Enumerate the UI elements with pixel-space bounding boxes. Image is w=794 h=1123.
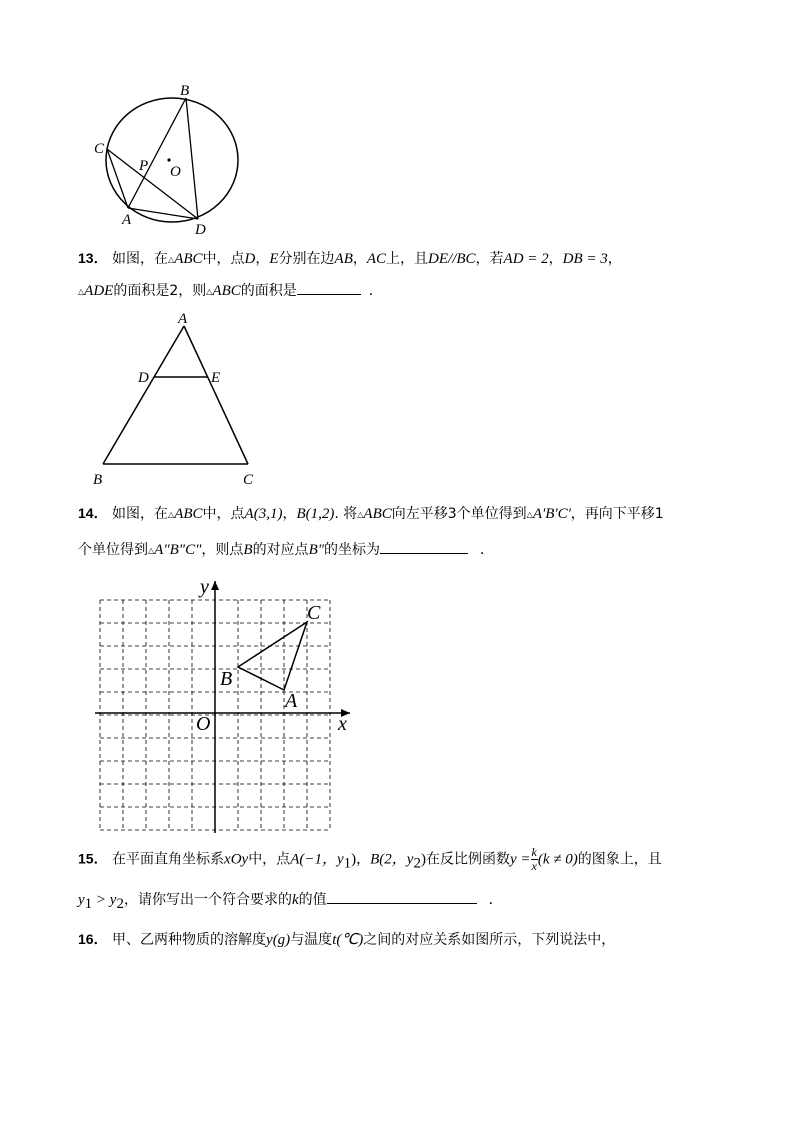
- q16-text: 之间的对应关系如图所示，下列说法中，: [363, 932, 616, 948]
- q14-text: 中，点: [202, 506, 245, 522]
- triangle-abc: [238, 622, 307, 690]
- q16-number: 16．: [78, 931, 108, 947]
- triangle-figure: [90, 308, 270, 488]
- q13-tri: ABC: [174, 251, 203, 267]
- q13-text: ，: [255, 251, 270, 267]
- chord-ab: [128, 98, 186, 208]
- label-a: A: [285, 690, 298, 712]
- label-b: B: [220, 668, 233, 690]
- q14-var: B": [308, 542, 325, 558]
- label-c: C: [307, 602, 321, 624]
- q14-text: ，: [282, 506, 297, 522]
- q14-text: 个单位得到: [78, 542, 148, 558]
- q13-text: 的面积是: [240, 283, 297, 299]
- triangle-icon: △: [357, 510, 364, 519]
- q13-line1: [78, 248, 622, 270]
- y-axis-arrow-icon: [211, 581, 219, 590]
- triangle-icon: △: [148, 546, 155, 555]
- label-o: O: [170, 164, 181, 180]
- q13-var: E: [269, 251, 279, 267]
- q13-text: ，: [607, 251, 622, 267]
- q15-text: 在反比例函数: [425, 851, 510, 868]
- q15-fraction: [531, 846, 538, 873]
- q15-subscript: 1: [84, 895, 93, 912]
- triangle-icon: △: [168, 510, 175, 519]
- q15-point: ): [351, 851, 357, 868]
- side-ac: [184, 326, 248, 464]
- coordinate-grid: [90, 575, 360, 837]
- q15-condition: (k ≠ 0): [537, 851, 578, 868]
- q14-text: . 将: [334, 506, 358, 522]
- q13-var: AB: [334, 251, 353, 267]
- q14-point: B(1,2): [296, 506, 335, 522]
- q14-number: 14．: [78, 505, 108, 521]
- q13-text: 分别在边: [278, 251, 335, 267]
- q16-text: 甲、乙两种物质的溶解度: [112, 932, 267, 948]
- q14-text: 的坐标为: [324, 542, 381, 558]
- q13-line2: [78, 280, 383, 302]
- label-p: P: [139, 158, 149, 174]
- label-b: B: [180, 83, 190, 99]
- center-dot: [167, 158, 170, 161]
- label-d: D: [138, 370, 149, 386]
- triangle-icon: △: [206, 287, 213, 296]
- q14-end: ．: [480, 542, 495, 558]
- q13-var: D: [244, 251, 256, 267]
- q13-equation: AD = 2: [503, 251, 549, 267]
- q13-text: 中，点: [202, 251, 245, 267]
- q15-text: 中，点: [248, 851, 291, 868]
- q15-line1: [78, 846, 662, 873]
- chord-bd: [186, 98, 198, 219]
- q15-text: 的值: [298, 892, 327, 908]
- triangle-icon: △: [168, 255, 175, 264]
- q15-inequality: > y: [92, 892, 117, 908]
- q15-var: k: [291, 892, 299, 908]
- q14-text: 如图，在: [112, 506, 169, 522]
- q15-subscript: 2: [413, 855, 421, 872]
- q14-tri: ABC: [174, 506, 203, 522]
- label-e: E: [211, 370, 221, 386]
- fraction-denominator: x: [531, 859, 537, 873]
- q13-text: ，若: [475, 251, 504, 267]
- q15-point: ): [420, 851, 426, 868]
- label-a: A: [178, 311, 188, 327]
- q13-end: ．: [368, 283, 383, 299]
- q13-var: AC: [366, 251, 387, 267]
- q14-answer-blank[interactable]: [380, 539, 468, 554]
- q15-end: ．: [488, 892, 503, 908]
- q15-subscript: 2: [116, 895, 124, 912]
- q14-tri: A'B'C': [532, 506, 571, 522]
- q15-point: A(−1，y: [290, 851, 344, 868]
- q15-function: y =: [509, 851, 531, 868]
- q14-text: ，则点: [201, 542, 244, 558]
- q13-text: 上，且: [386, 251, 429, 267]
- q15-text: 的图象上，且: [577, 851, 662, 868]
- label-x: x: [338, 713, 347, 735]
- q15-answer-blank[interactable]: [327, 889, 477, 904]
- q14-text: 的对应点: [252, 542, 309, 558]
- q13-equation: DB = 3: [562, 251, 608, 267]
- label-b: B: [93, 472, 103, 488]
- label-o: O: [196, 713, 211, 735]
- q16-var: y(g): [266, 932, 291, 948]
- q14-var: B: [243, 542, 253, 558]
- q13-text: 的面积是2，则: [113, 283, 207, 299]
- side-ab: [103, 326, 184, 464]
- q13-tri: ABC: [212, 283, 241, 299]
- label-y: y: [200, 576, 209, 598]
- circle-figure: [90, 80, 250, 240]
- q15-text: ，: [356, 851, 371, 868]
- triangle-icon: △: [78, 287, 85, 296]
- triangle-icon: △: [526, 510, 533, 519]
- q14-line1: [78, 503, 664, 525]
- q15-number: 15．: [78, 850, 108, 867]
- q13-condition: DE//BC: [428, 251, 476, 267]
- q13-text: ，: [352, 251, 367, 267]
- q13-text: 如图，在: [112, 251, 169, 267]
- q14-line2: [78, 539, 494, 561]
- q16-text: 与温度: [290, 932, 333, 948]
- label-a: A: [122, 212, 132, 228]
- label-c: C: [94, 141, 105, 157]
- q13-answer-blank[interactable]: [297, 280, 361, 295]
- q14-tri: A"B"C": [154, 542, 202, 558]
- q14-point: A(3,1): [244, 506, 283, 522]
- q15-inequality: y: [78, 892, 85, 908]
- q15-text: ，请你写出一个符合要求的: [123, 892, 292, 908]
- q14-tri: ABC: [363, 506, 392, 522]
- q15-var: xOy: [224, 851, 249, 868]
- q15-subscript: 1: [343, 855, 352, 872]
- label-c: C: [243, 472, 254, 488]
- q14-text: 向左平移3个单位得到: [391, 506, 527, 522]
- label-d: D: [195, 222, 206, 238]
- chord-cd: [107, 149, 198, 219]
- q15-text: 在平面直角坐标系: [112, 851, 225, 868]
- fraction-numerator: k: [531, 845, 537, 859]
- q13-number: 13．: [78, 250, 108, 266]
- q16-var: t(℃): [332, 932, 364, 948]
- q15-line2: [78, 889, 503, 914]
- q13-tri: ADE: [84, 283, 114, 299]
- q14-text: ，再向下平移1: [570, 506, 664, 522]
- q16-line1: [78, 929, 615, 950]
- q13-text: ，: [548, 251, 563, 267]
- q15-point: B(2，y: [370, 851, 414, 868]
